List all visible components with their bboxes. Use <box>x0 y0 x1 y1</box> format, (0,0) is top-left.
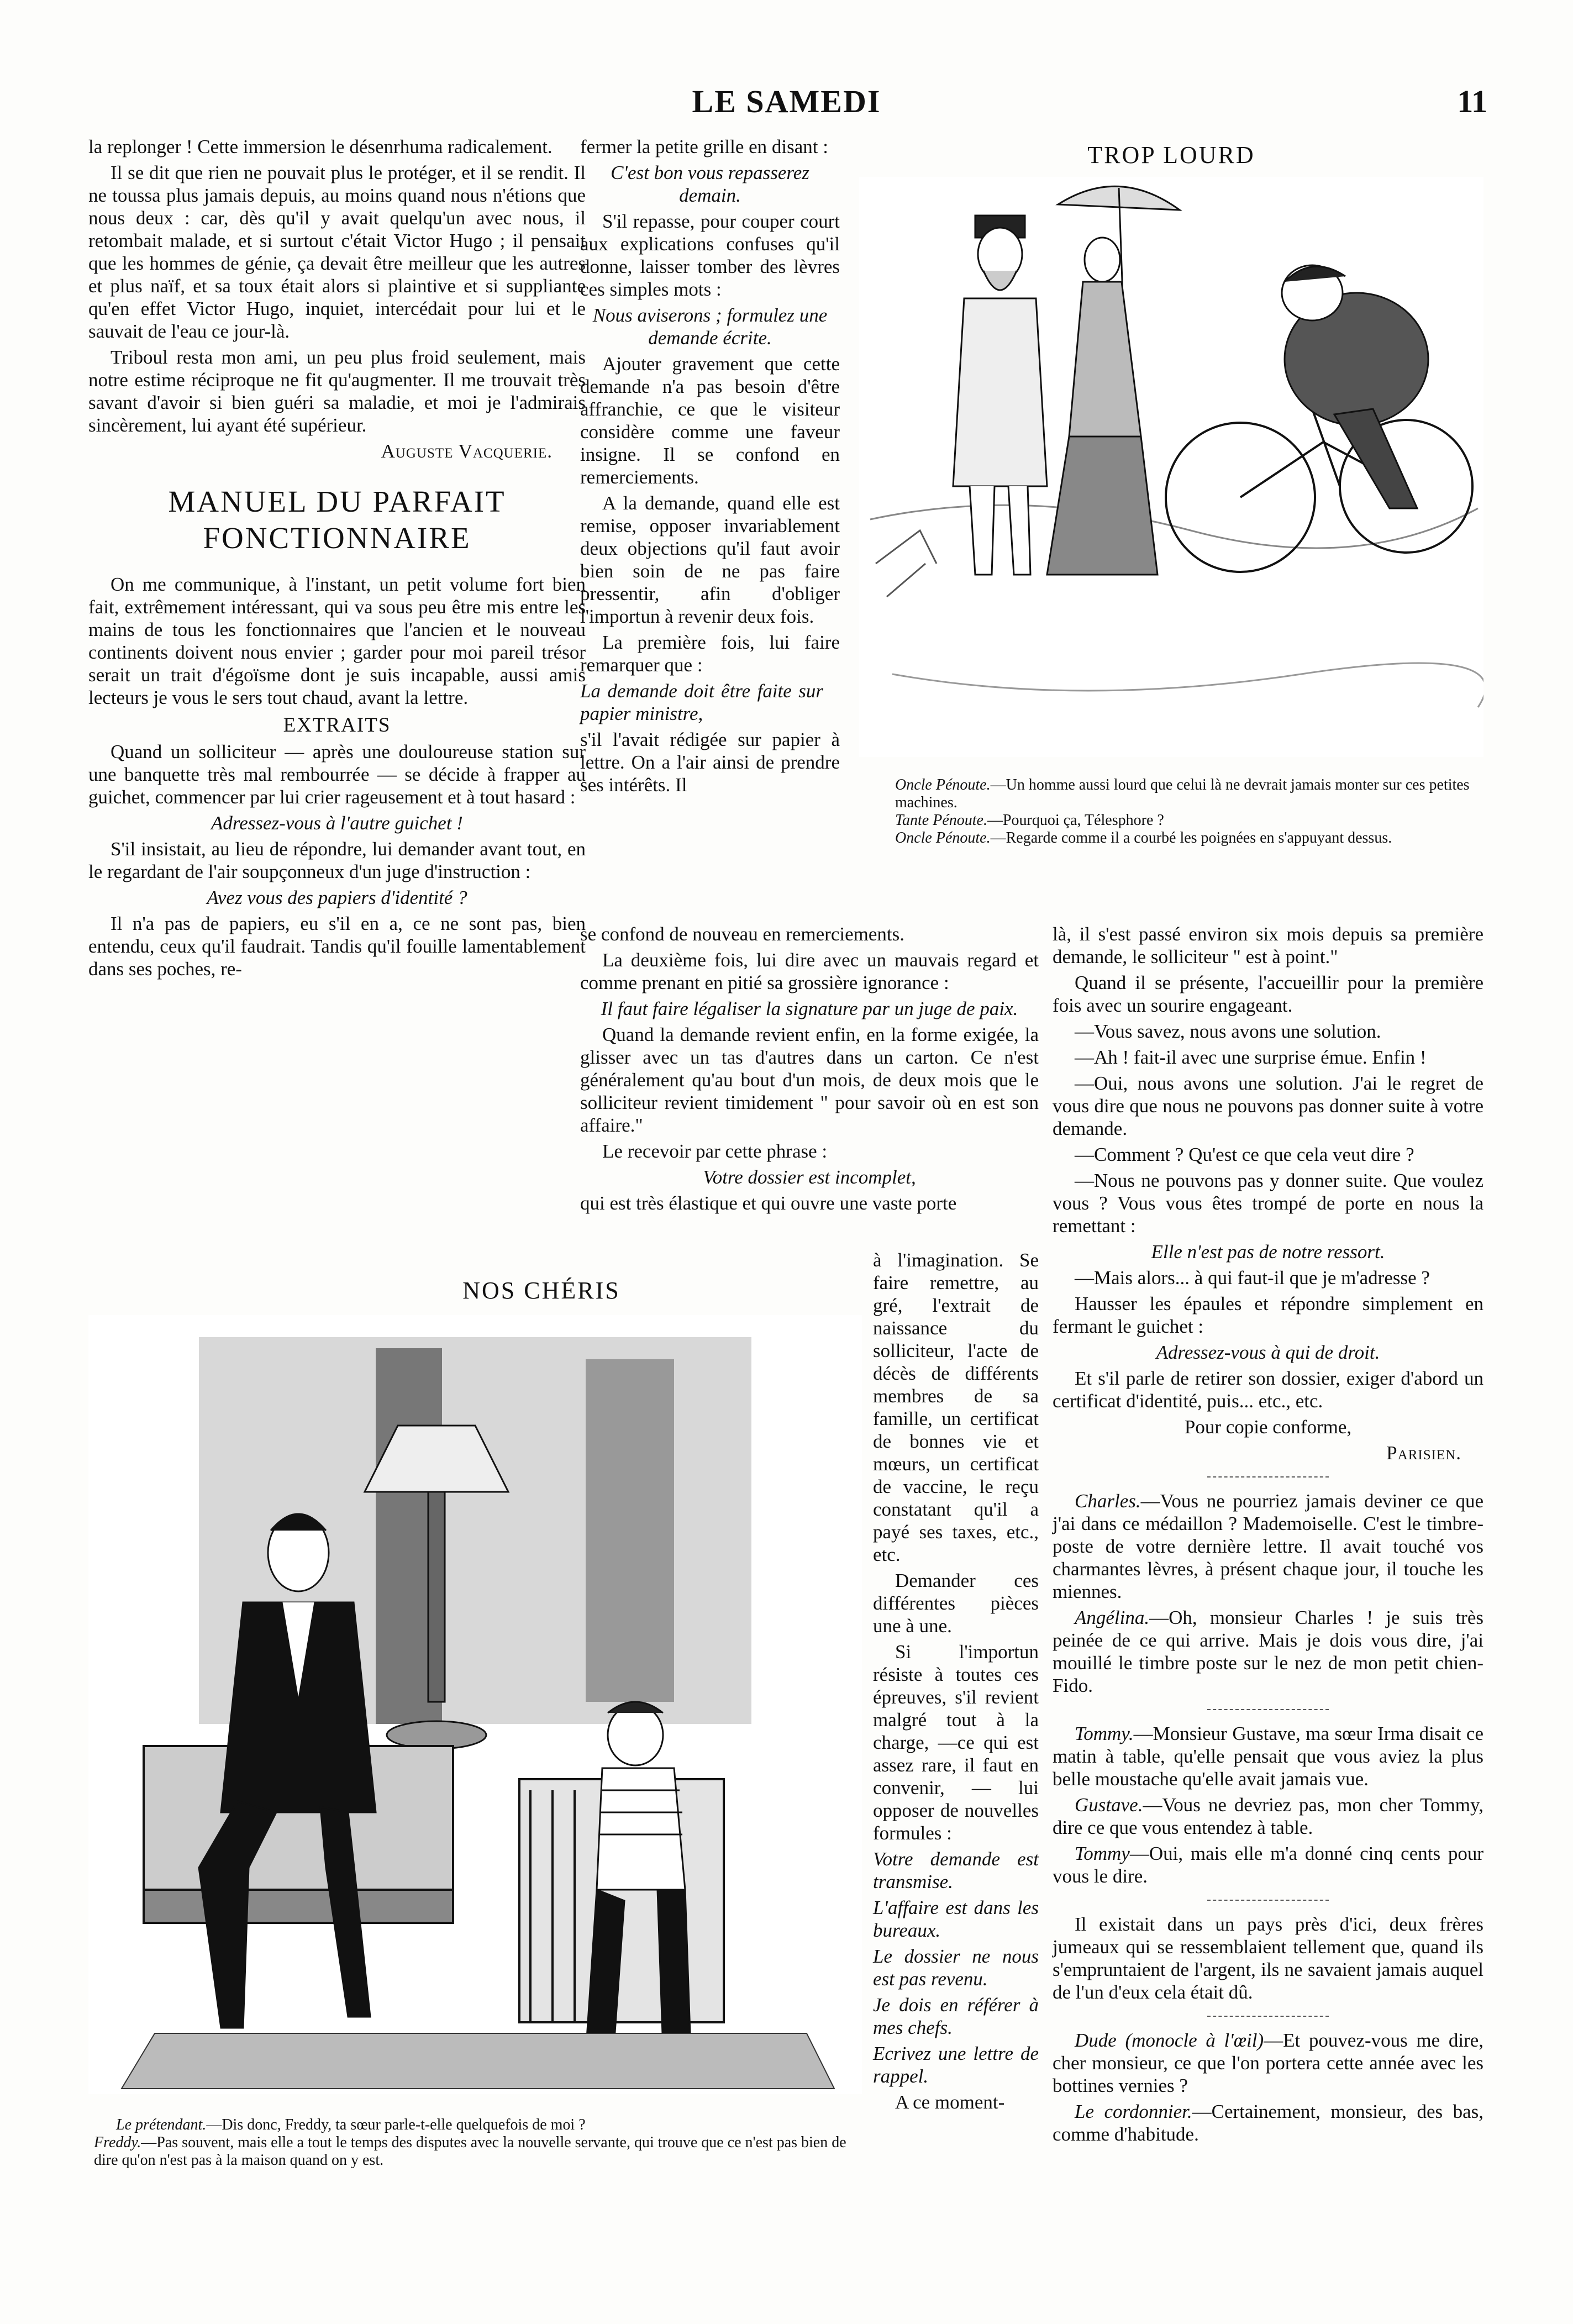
article-title <box>88 483 586 556</box>
separator <box>1207 1900 1329 1901</box>
copie-conforme: Pour copie conforme, <box>1184 1416 1352 1438</box>
dialogue-text: —Oui, mais elle m'a donné cinq cents pour vous le dire. <box>1053 1843 1483 1887</box>
paragraph: à l'imagination. Se faire remettre, au gré, l'extrait de naissance du solliciteur, l'acte de décès de différents membres de sa famille, un certificat de bonnes vie et mœurs, un certificat de vaccine, le reçu constatant qu'il a payé ses taxes, etc., etc. <box>873 1249 1039 1565</box>
caption-speaker: Oncle Pénoute. <box>895 829 991 846</box>
formula: Le dossier ne nous est pas revenu. <box>873 1946 1039 1990</box>
quote: Adressez-vous à qui de droit. <box>1156 1342 1380 1363</box>
formula: L'affaire est dans les bureaux. <box>873 1897 1039 1941</box>
paragraph: On me communique, à l'instant, un petit volume fort bien fait, extrêmement intéressant, qui va sous peu être mis entre les mains de tous les fonctionnaires que l'ancien et le nouveau continents doivent nous envier ; garder pour moi pareil trésor serait un trait d'égoïsme dont je suis incapable, aussi amis lecteurs je vous le sers tout chaud, avant la lettre. <box>88 574 586 708</box>
caption-text: —Un homme aussi lourd que celui là ne devrait jamais monter sur ces petites machines. <box>895 776 1470 811</box>
caption-speaker: Freddy. <box>94 2134 141 2151</box>
paragraph: —Ah ! fait-il avec une surprise émue. Enfin ! <box>1075 1047 1427 1068</box>
quote: Avez vous des papiers d'identité ? <box>207 887 467 908</box>
middle-text-block <box>580 923 1039 1218</box>
formula: Ecrivez une lettre de rappel. <box>873 2043 1039 2087</box>
dialogue-text: —Certainement, monsieur, des bas, comme d'habitude. <box>1053 2101 1483 2145</box>
paragraph: Il se dit que rien ne pouvait plus le protéger, et il se rendit. Il ne toussa plus jamais depuis, au moins quand nous n'étions que nous deux : car, dès qu'il y avait quelqu'un avec nous, il retombait malade, et si surtout c'était Victor Hugo ; il pensait que les hommes de génie, ça devait être meilleur que les autres et plus naïf, et sa toux était alors si plaintive et si suppliante qu'en effet Victor Hugo, inquiet, intercédait pour lui et le sauvait de l'eau ce jour-là. <box>88 162 586 342</box>
quote: Votre dossier est incomplet, <box>703 1166 916 1188</box>
quote: C'est bon vous repasserez demain. <box>611 162 809 206</box>
dialogue-text: —Et pouvez-vous me dire, cher monsieur, ce que l'on portera cette année avec les bottines vernies ? <box>1053 2029 1484 2096</box>
paragraph: —Oui, nous avons une solution. J'ai le regret de vous dire que nous ne pouvons pas donner suite à votre demande. <box>1053 1072 1483 1139</box>
paragraph: A ce moment- <box>895 2091 1005 2113</box>
speaker: Tommy <box>1075 1843 1130 1864</box>
paragraph: Hausser les épaules et répondre simplement en fermant le guichet : <box>1053 1293 1483 1337</box>
article-title-line-1: MANUEL DU PARFAIT <box>168 485 506 518</box>
paragraph: s'il l'avait rédigée sur papier à lettre. On a l'air ainsi de prendre ses intérêts. Il <box>580 729 840 796</box>
dialogue-text: —Monsieur Gustave, ma sœur Irma disait ce matin à table, qu'elle pensait que vous aviez la plus belle moustache qu'elle avait jamais vue. <box>1053 1723 1483 1790</box>
column-1 <box>88 135 586 984</box>
illustration-title-trop-lourd: TROP LOURD <box>1087 141 1255 169</box>
paragraph: Quand la demande revient enfin, en la forme exigée, la glisser avec un tas d'autres dans un carton. Ce n'est généralement qu'au bout d'un mois, de deux mois que le solliciteur revient timidement " pour savoir où en est son affaire." <box>580 1024 1039 1136</box>
quote: La demande doit être faite sur papier ministre, <box>580 680 823 724</box>
column-2 <box>580 135 840 800</box>
stage-direction: (monocle à l'œil) <box>1125 2029 1264 2051</box>
separator <box>1207 1476 1329 1478</box>
paragraph: Quand un solliciteur — après une douloureuse station sur une banquette très mal rembourrée — se décide à frapper au guichet, commencer par lui crier rageusement et à tout hasard : <box>88 741 586 808</box>
dialogue-text: —Vous ne pourriez jamais deviner ce que j'ai dans ce médaillon ? Mademoiselle. C'est le timbre-poste de votre dernière lettre. Il avait touché vos charmantes lèvres, à présent chaque jour, il touche les miennes. <box>1053 1490 1483 1602</box>
formula: Je dois en référer à mes chefs. <box>873 1994 1039 2038</box>
quote: Elle n'est pas de notre ressort. <box>1151 1241 1385 1263</box>
paragraph: là, il s'est passé environ six mois depuis sa première demande, le solliciteur " est à point." <box>1053 923 1483 968</box>
caption-speaker: Tante Pénoute. <box>895 812 987 829</box>
paragraph: Et s'il parle de retirer son dossier, exiger d'abord un certificat d'identité, puis... etc., etc. <box>1053 1368 1483 1412</box>
quote: Il faut faire légaliser la signature par un juge de paix. <box>601 998 1018 1019</box>
paragraph: Ajouter gravement que cette demande n'a pas besoin d'être affranchie, ce que le visiteur considère comme une faveur insigne. Il se confond en remerciements. <box>580 353 840 488</box>
paragraph: La deuxième fois, lui dire avec un mauvais regard et comme prenant en pitié sa grossière ignorance : <box>580 949 1039 993</box>
paragraph: —Comment ? Qu'est ce que cela veut dire ? <box>1075 1144 1414 1165</box>
speaker: Gustave. <box>1075 1794 1143 1816</box>
speaker: Charles. <box>1075 1490 1141 1512</box>
paragraph: Il existait dans un pays près d'ici, deux frères jumeaux qui se ressemblaient tellement que, quand ils s'empruntaient de l'argent, ils ne savaient jamais auquel de l'un d'eux cela était dû. <box>1053 1913 1483 2003</box>
caption-text: —Dis donc, Freddy, ta sœur parle-t-elle quelquefois de moi ? <box>206 2116 586 2133</box>
caption-speaker: Le prétendant. <box>116 2116 207 2133</box>
caption-nos-cheris <box>94 2116 856 2169</box>
illustration-title-nos-cheris: NOS CHÉRIS <box>462 1277 620 1304</box>
page-number: 11 <box>1457 83 1487 119</box>
quote: Adressez-vous à l'autre guichet ! <box>211 812 463 834</box>
paragraph: Il n'a pas de papiers, eu s'il en a, ce ne sont pas, bien entendu, ceux qu'il faudrait. Tandis qu'il fouille lamentablement dans ses poches, re- <box>88 913 586 980</box>
illustration-trop-lourd <box>859 177 1483 757</box>
section-subtitle: EXTRAITS <box>283 714 391 737</box>
paragraph: S'il repasse, pour couper court aux explications confuses qu'il donne, laisser tomber des lèvres ces simples mots : <box>580 211 840 300</box>
paragraph: la replonger ! Cette immersion le désenrhuma radicalement. <box>88 136 553 157</box>
separator <box>1207 2016 1329 2017</box>
signature: Parisien. <box>1386 1442 1461 1464</box>
paragraph: qui est très élastique et qui ouvre une vaste porte <box>580 1192 957 1214</box>
speaker: Angélina. <box>1075 1607 1150 1628</box>
caption-speaker: Oncle Pénoute. <box>895 776 991 793</box>
speaker: Tommy. <box>1075 1723 1134 1744</box>
paragraph: —Nous ne pouvons pas y donner suite. Que voulez vous ? Vous vous êtes trompé de porte en nous la remettant : <box>1053 1170 1483 1237</box>
dialogue-text: —Vous ne devriez pas, mon cher Tommy, dire ce que vous entendez à table. <box>1053 1794 1483 1838</box>
narrow-column <box>873 1249 1039 2117</box>
running-header: LE SAMEDI <box>692 83 881 119</box>
paragraph: —Mais alors... à qui faut-il que je m'adresse ? <box>1075 1267 1430 1289</box>
caption-text: —Regarde comme il a courbé les poignées en s'appuyant dessus. <box>990 829 1392 846</box>
caption-trop-lourd <box>862 776 1483 847</box>
paragraph: Triboul resta mon ami, un peu plus froid seulement, mais notre estime réciproque ne fit qu'augmenter. Il me trouvait très savant d'avoir si bien guéri sa maladie, et moi je l'admirais sincèrement, lui ayant été supérieur. <box>88 346 586 436</box>
paragraph: S'il insistait, au lieu de répondre, lui demander avant tout, en le regardant de l'air soupçonneux d'un juge d'instruction : <box>88 838 586 882</box>
paragraph: A la demande, quand elle est remise, opposer invariablement deux objections qu'il faut avoir bien soin de ne pas faire pressentir, afin d'obliger l'importun à revenir deux fois. <box>580 492 840 627</box>
illustration-nos-cheris <box>88 1315 862 2094</box>
formula: Votre demande est transmise. <box>873 1848 1039 1892</box>
paragraph: —Vous savez, nous avons une solution. <box>1075 1021 1381 1042</box>
paragraph: Demander ces différentes pièces une à une. <box>873 1570 1039 1637</box>
dialogue-text: —Oh, monsieur Charles ! je suis très peinée de ce qui arrive. Mais je dois vous dire, j'ai mouillé le timbre poste sur le nez de mon petit chien-Fido. <box>1053 1607 1483 1696</box>
paragraph: se confond de nouveau en remerciements. <box>580 923 904 945</box>
paragraph: Si l'importun résiste à toutes ces épreuves, s'il revient malgré tout à la charge, —ce qui est assez rare, il faut en convenir, — lui opposer de nouvelles formules : <box>873 1641 1039 1844</box>
speaker: Le cordonnier. <box>1075 2101 1192 2122</box>
paragraph: Quand il se présente, l'accueillir pour la première fois avec un sourire engageant. <box>1053 972 1483 1016</box>
paragraph: fermer la petite grille en disant : <box>580 136 828 157</box>
caption-text: —Pourquoi ça, Télesphore ? <box>987 812 1164 829</box>
signature: Auguste Vacquerie. <box>381 440 553 462</box>
separator <box>1207 1709 1329 1710</box>
quote: Nous aviserons ; formulez une demande écrite. <box>592 304 828 349</box>
article-title-line-2: FONCTIONNAIRE <box>203 521 471 555</box>
column-4 <box>1053 923 1483 2149</box>
speaker: Dude <box>1075 2029 1117 2051</box>
paragraph: La première fois, lui faire remarquer que : <box>580 632 840 676</box>
paragraph: Le recevoir par cette phrase : <box>602 1140 828 1162</box>
caption-text: —Pas souvent, mais elle a tout le temps des disputes avec la nouvelle servante, qui trouve que ce n'est pas bien de dire qu'on n'est pas à la maison quand on y est. <box>94 2134 846 2169</box>
